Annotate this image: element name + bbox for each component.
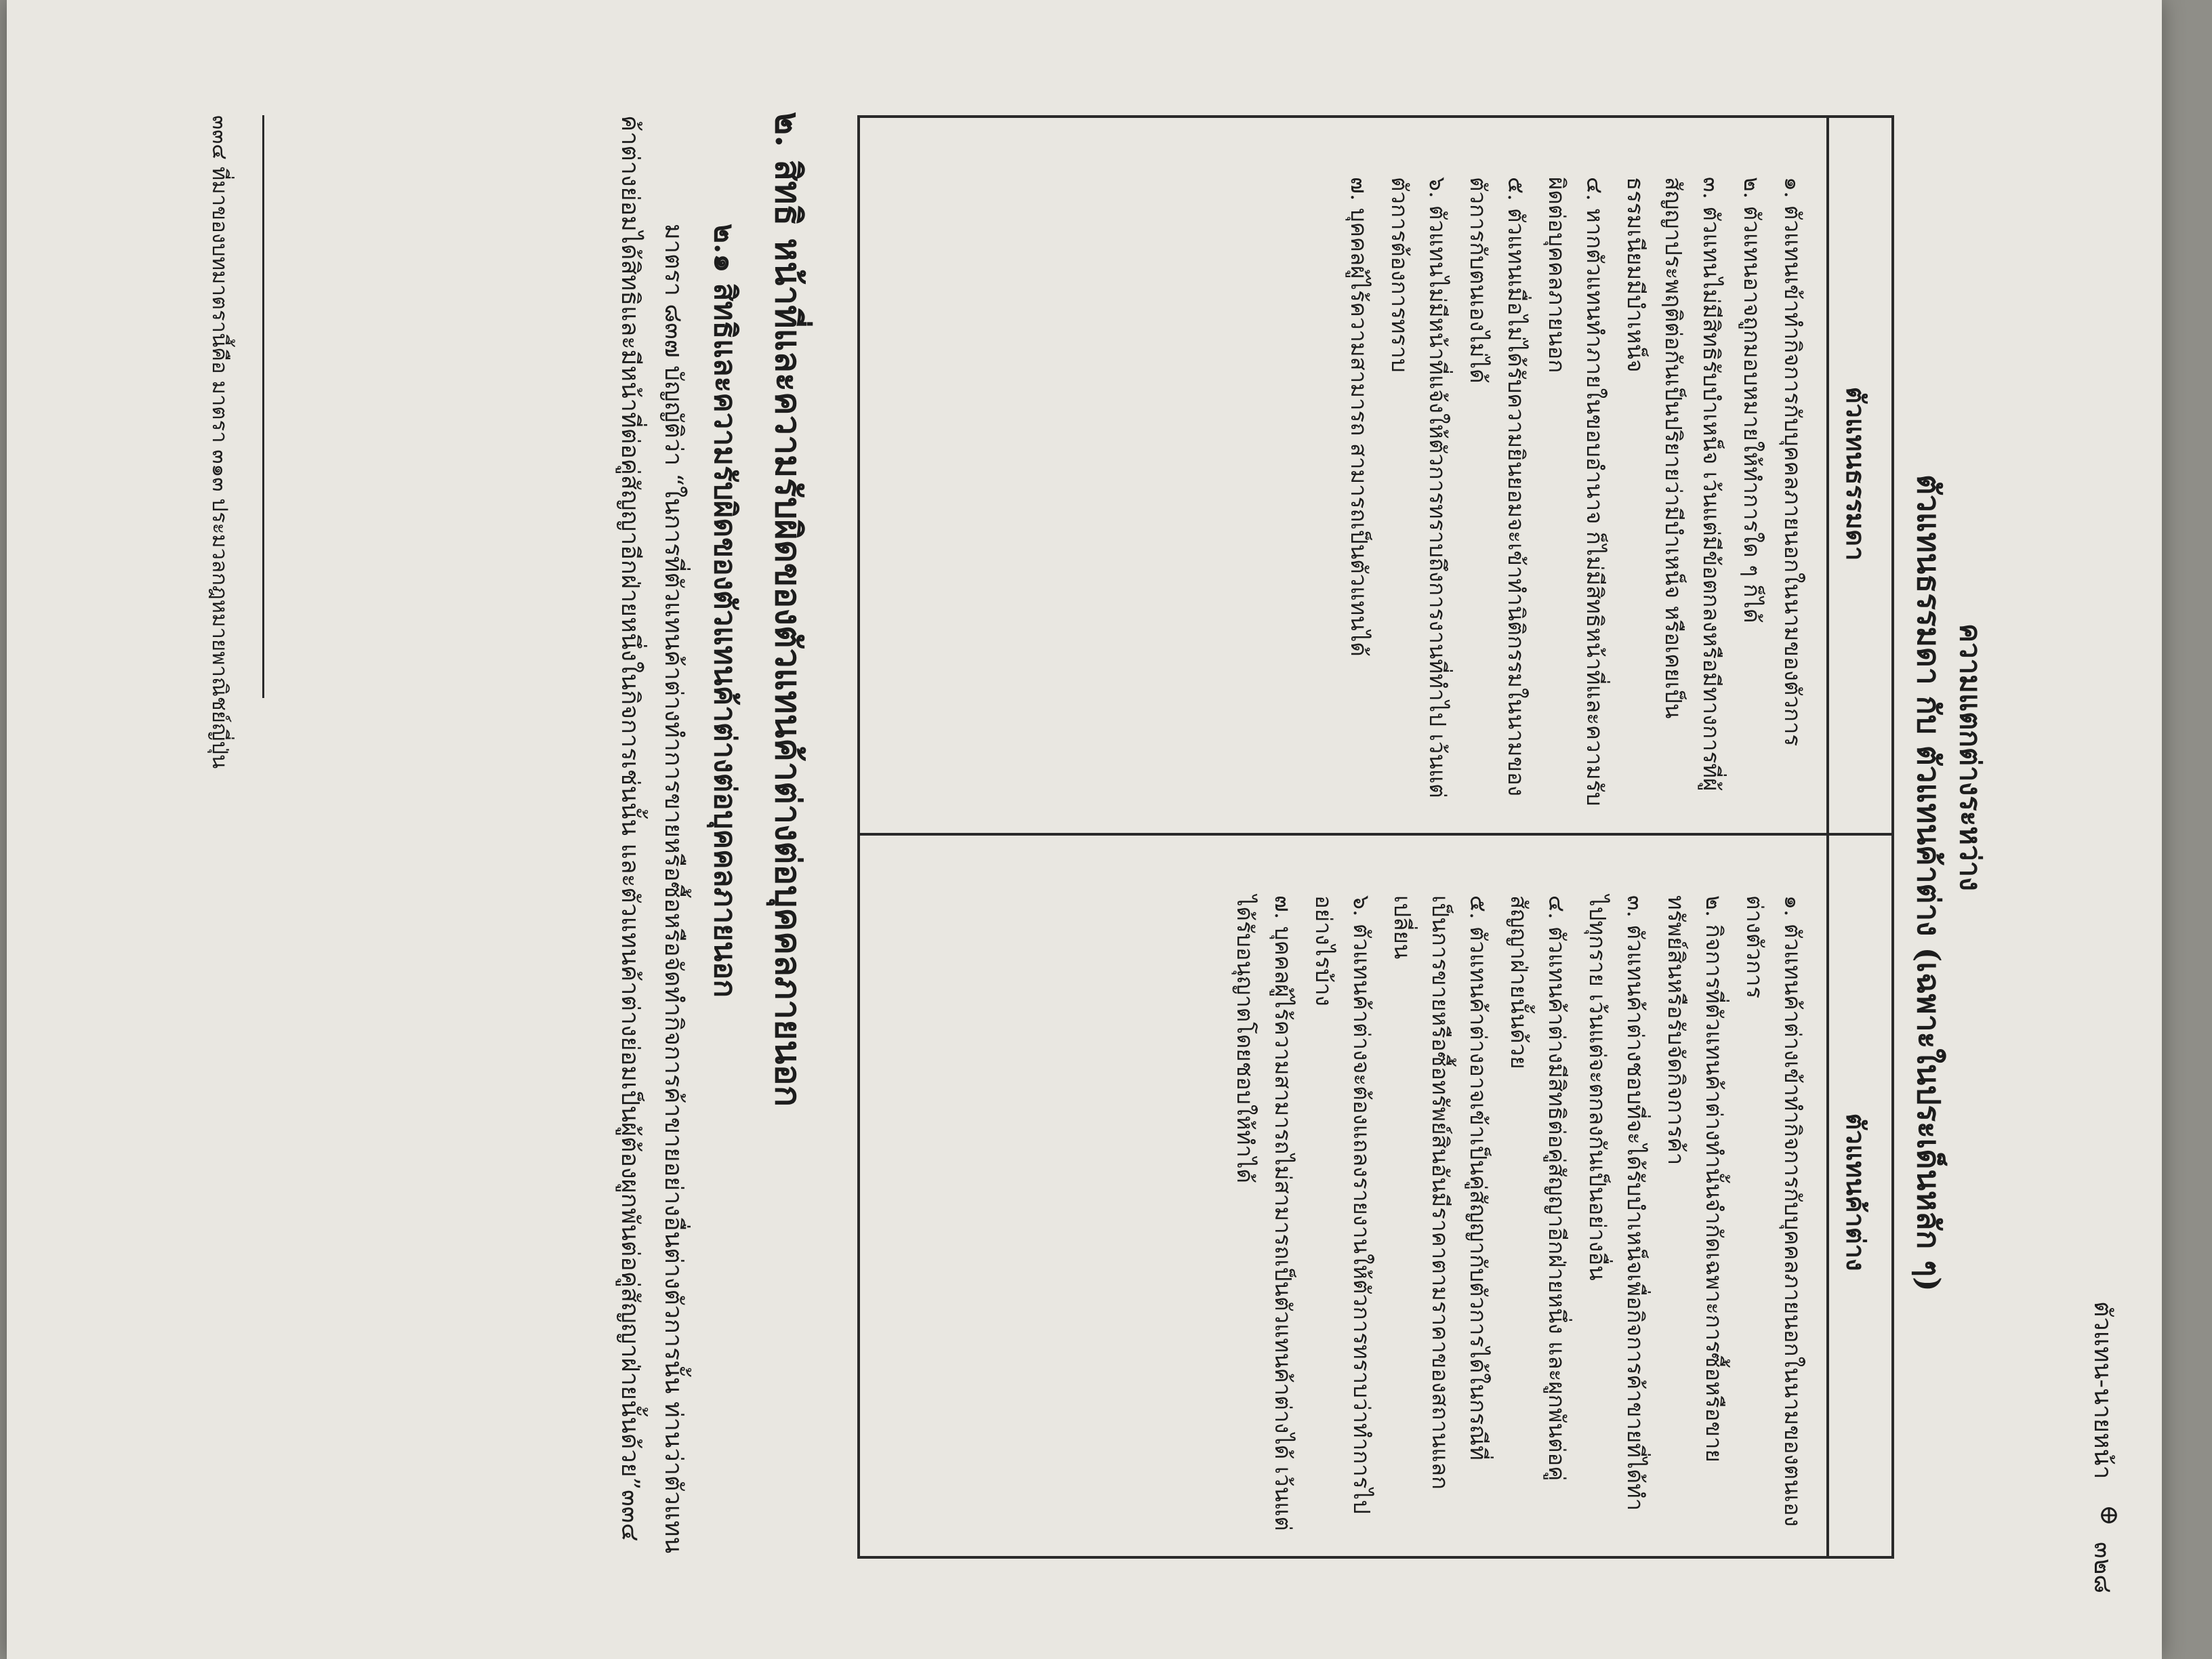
document-page	[7, 0, 2162, 1659]
table-heading-line2: ตัวแทนธรรมดา กับ ตัวแทนค้าต่าง (เฉพาะในประเด็นหลัก ๆ)	[1910, 474, 1947, 1292]
table-cell: ๔. หากตัวแทนทำภายในขอบอำนาจ ก็ไม่มีสิทธิหน้าที่และความรับผิดต่อบุคคลภายนอก	[1544, 177, 1608, 806]
table-header-divider	[1826, 118, 1829, 1556]
table-heading-line1: ความแตกต่างระหว่าง	[1954, 623, 1987, 891]
table-cell: ๖. ตัวแทนไม่มีหน้าที่แจ้งให้ตัวการทราบถึงการงานที่ทำไป เว้นแต่ตัวการต้องการทราบ	[1387, 177, 1451, 798]
table-cell: ๕. ตัวแทนเมื่อไม่ได้รับความยินยอมจะเข้าทำนิติกรรมในนามของตัวการกับตนเองไม่ได้	[1465, 177, 1530, 796]
comparison-table	[857, 115, 1894, 1559]
rotated-content	[7, 0, 2162, 1659]
table-cell: ๒. กิจการที่ตัวแทนค้าต่างทำนั้นจำกัดเฉพาะการซื้อหรือขายทรัพย์สินหรือรับจัดกิจการค้า	[1663, 895, 1727, 1462]
table-cell: ๓. ตัวแทนไม่มีสิทธิรับบำเหน็จ เว้นแต่มีข้อตกลงหรือมีทางการที่ผู้สัญญาประพฤติต่อกันเป็นปริยายว่ามีบำเหน็จ หรือเคยเป็นธรรมเนียมมีบำเหน็จ	[1622, 177, 1725, 792]
section-title: ๒. สิทธิ หน้าที่และความรับผิดของตัวแทนค้าต่างต่อบุคคลภายนอก	[767, 112, 808, 1107]
table-cell: ๑. ตัวแทนเข้าทำกิจการกับบุคคลภายนอกในนามของตัวการ	[1780, 177, 1806, 747]
table-cell: ๗. บุคคลผู้ไร้ความสามารถไม่สามารถเป็นตัวแทนค้าต่างได้ เว้นแต่ได้รับอนุญาตโดยชอบให้ทำได้	[1232, 895, 1296, 1531]
table-cell: ๑. ตัวแทนค้าต่างเข้าทำกิจการกับบุคคลภายนอกในนามของตนเองต่างตัวการ	[1742, 895, 1806, 1527]
footnote: ๓๓๔ ที่มาของบทมาตรานี้คือ มาตรา ๓๑๓ ประมวลกฎหมายพาณิชย์ญี่ปุ่น	[207, 115, 232, 769]
table-cell: ๗. บุคคลผู้ไร้ความสามารถ สามารถเป็นตัวแทนได้	[1346, 177, 1372, 657]
column-commission-agent	[1223, 853, 1811, 1531]
table-cell: ๖. ตัวแทนค้าต่างจะต้องแถลงรายงานให้ตัวการทราบว่าทำการไปอย่างไรบ้าง	[1311, 895, 1375, 1515]
registration-mark-icon: ⊕	[2095, 1504, 2125, 1526]
page-number: ๓๒๘	[2089, 1542, 2116, 1594]
running-header-title: ตัวแทน-นายหน้า	[2089, 1301, 2116, 1479]
table-cell: ๓. ตัวแทนค้าต่างชอบที่จะได้รับบำเหน็จเพื่อกิจการค้าขายที่ได้ทำไปทุกราย เว้นแต่จะตกลงกันเป็นอย่างอื่น	[1584, 895, 1649, 1511]
table-cell: ๕. ตัวแทนค้าต่างอาจเข้าเป็นคู่สัญญากับตัวการได้ในกรณีที่เป็นการขายหรือซื้อทรัพย์สินอันมีราคาตามราคาของสถานแลกเปลี่ยน	[1389, 895, 1492, 1490]
column-header-commission-agent: ตัวแทนค้าต่าง	[1841, 1113, 1871, 1271]
column-header-ordinary-agent: ตัวแทนธรรมดา	[1841, 386, 1871, 561]
body-paragraph: มาตรา ๘๓๗ บัญญัติว่า “ในการที่ตัวแทนค้าต่างทำการขายหรือซื้อหรือจัดทำกิจการค้าขายอย่างอื่นต่างตัวการนั้น ท่านว่าตัวแทนค้าต่างย่อมได้สิทธิและมีหน้าที่ต่อคู่สัญญาอีกฝ่ายหนึ่งในกิจการเช่นนั้น และตัวแทนค้าต่างย่อมเป็นผู้ต้องผูกพันต่อคู่สัญญาฝ่ายนั้นด้วย”๓๓๔	[616, 115, 687, 1554]
table-cell: ๒. ตัวแทนอาจถูกมอบหมายให้ทำการใด ๆ ก็ได้	[1739, 177, 1765, 623]
column-ordinary-agent	[1337, 135, 1811, 813]
footnote-divider	[262, 115, 264, 698]
table-column-divider	[860, 833, 1891, 836]
subsection-title: ๒.๑ สิทธิและความรับผิดของตัวแทนค้าต่างต่อบุคคลภายนอก	[708, 224, 742, 998]
table-cell: ๔. ตัวแทนค้าต่างมีสิทธิต่อคู่สัญญาอีกฝ่ายหนึ่ง และผูกพันต่อคู่สัญญาฝ่ายนั้นด้วย	[1506, 895, 1570, 1481]
